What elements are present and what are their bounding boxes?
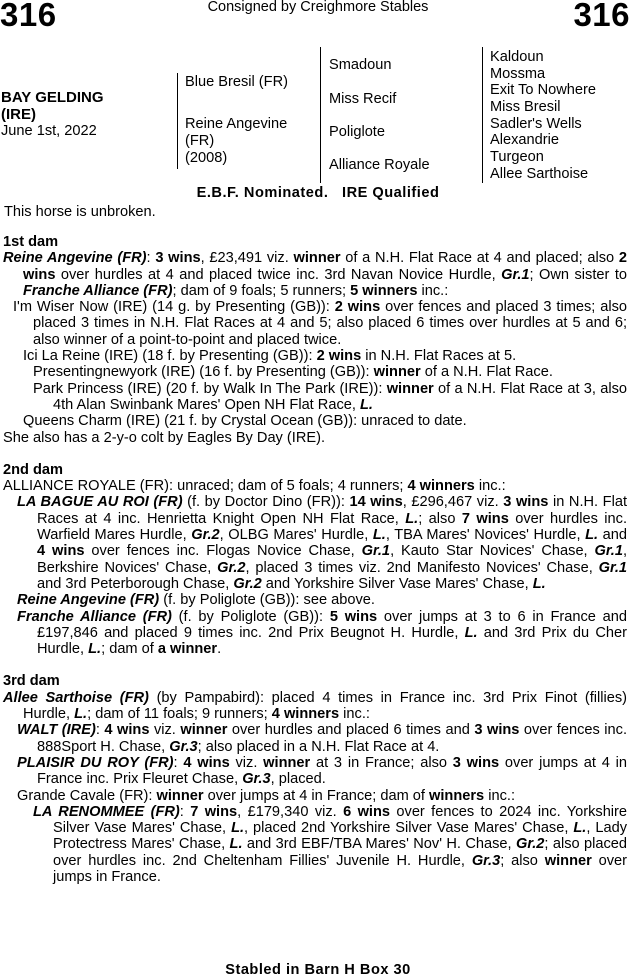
text-run: over jumps at 3 to 6 in France and £197,846 and placed 9 times inc. 2nd Prix Beugnot H. Hurdle,	[37, 608, 628, 641]
text-run: , Kauto Star Novices' Chase,	[390, 543, 595, 560]
progeny-note: She also has a 2-y-o colt by Eagles By Day (IRE).	[3, 429, 326, 446]
text-run: Presentingnewyork (IRE) (16 f. by Presenting (GB)):	[33, 364, 374, 381]
wins-count: 3 wins	[155, 250, 201, 267]
listed-tag: L.	[464, 624, 478, 641]
pedigree-gen4-6: Alexandrie	[490, 132, 559, 148]
lot-number-right: 316	[573, 0, 630, 33]
wins-count: 2 wins	[23, 250, 628, 283]
pedigree-gen4-2: Mossma	[490, 65, 546, 82]
winner-tag: winner	[373, 364, 421, 381]
winners-count: 4 winners	[407, 478, 475, 495]
progeny-entry	[3, 592, 627, 608]
horse-description: BAY GELDING	[1, 89, 104, 106]
text-run: ; dam of 11 foals; 9 runners;	[87, 706, 272, 723]
text-run: , £296,467 viz.	[402, 494, 504, 511]
text-run: ; dam of 9 foals; 5 runners;	[172, 282, 351, 299]
pedigree-gen4-8: Allee Sarthoise	[490, 165, 589, 182]
stabling-info: Stabled in Barn H Box 30	[225, 962, 411, 978]
progeny-entry	[3, 788, 627, 804]
text-run: over hurdles inc. Warfield Mares Hurdle,	[37, 510, 628, 544]
listed-tag: L.	[74, 706, 88, 723]
text-run: and 3rd Peterborough Chase,	[37, 575, 234, 592]
status-line: E.B.F. Nominated. IRE Qualified	[196, 185, 440, 201]
winner-tag: a winner	[157, 641, 218, 658]
horse-name: WALT (IRE)	[17, 722, 96, 739]
text-run: , Berkshire Novices' Chase,	[37, 543, 628, 576]
progeny-entry	[3, 494, 627, 592]
pedigree-dam-year: (2008)	[185, 150, 228, 166]
consignor: Consigned by Creighmore Stables	[207, 0, 429, 15]
listed-tag: L.	[585, 527, 599, 544]
wins-count: 4 wins	[37, 543, 85, 560]
text-run: (f. by Poliglote (GB)): see above.	[159, 592, 375, 609]
pedigree-sire-sire: Smadoun	[329, 57, 392, 73]
text-run: and Yorkshire Silver Vase Mares' Chase,	[261, 575, 533, 592]
text-run: (by Pampabird): placed 4 times in France inc. 3rd Prix Finot (fillies) Hurdle,	[23, 689, 627, 723]
listed-tag: L.	[532, 575, 546, 592]
winners-tag: winners	[429, 787, 485, 804]
text-run: , placed 3 times viz. 2nd Manifesto Novices' Chase,	[245, 559, 599, 576]
text-run: over hurdles and placed 6 times and	[227, 722, 475, 739]
progeny-entry	[3, 348, 627, 364]
listed-tag: L.	[229, 836, 243, 853]
grade-tag: Gr.1	[361, 543, 391, 560]
grade-tag: Gr.1	[594, 543, 623, 560]
third-dam-entry	[3, 690, 627, 723]
text-run: over fences inc. 888Sport H. Chase,	[37, 722, 628, 755]
winner-tag: winner	[263, 754, 311, 771]
listed-tag: L.	[359, 396, 373, 413]
wins-count: 4 wins	[104, 722, 150, 739]
text-run: inc.:	[339, 706, 370, 723]
text-run: over jumps in France.	[53, 852, 628, 885]
wins-count: 7 wins	[461, 510, 509, 527]
text-run: over jumps at 4 in France inc. Prix Fleuret Chase,	[37, 754, 627, 788]
text-run: over fences and placed 3 times; also placed 3 times in N.H. Flat Races at 4 and 5; also placed 6 times over hurdles at 5 and 6; also winner of a point-to-point and placed twice.	[33, 299, 628, 348]
pedigree-gen4-4: Miss Bresil	[490, 99, 561, 115]
text-run: :	[146, 250, 156, 267]
progeny-entry	[3, 755, 627, 788]
text-run: over hurdles at 4 and placed twice inc. 3rd Navan Novice Hurdle,	[55, 266, 502, 283]
text-run: , placed 2nd Yorkshire Silver Vase Mares' Chase,	[244, 820, 574, 837]
text-run: (f. by Doctor Dino (FR)):	[182, 494, 350, 511]
progeny-entry	[3, 299, 627, 348]
pedigree-gen4-1: Kaldoun	[490, 49, 544, 65]
progeny-entry	[3, 381, 627, 414]
text-run: , OLBG Mares' Hurdle,	[219, 527, 373, 544]
text-run: .	[217, 641, 222, 658]
spacer	[3, 657, 627, 673]
listed-tag: L.	[231, 820, 245, 837]
second-dam-entry	[3, 478, 627, 494]
winner-tag: winner	[386, 380, 434, 397]
spacer	[3, 446, 627, 462]
text-run: Ici La Reine (IRE) (18 f. by Presenting (GB)):	[23, 348, 317, 365]
pedigree-sire: Blue Bresil (FR)	[185, 74, 288, 90]
wins-count: 5 wins	[329, 608, 378, 625]
text-run: of a N.H. Flat Race at 4 and placed; also	[340, 250, 619, 267]
winner-tag: winner	[544, 852, 592, 869]
pedigree-line-2	[320, 47, 321, 183]
grand-progeny-entry	[3, 804, 627, 885]
progeny-entry: Queens Charm (IRE) (21 f. by Crystal Ocean (GB)): unraced to date.	[23, 413, 467, 430]
text-run: over jumps at 4 in France; dam of	[203, 787, 430, 804]
text-run: Grande Cavale (FR):	[17, 787, 157, 804]
grade-tag: Gr.2	[515, 836, 545, 853]
horse-name: Franche Alliance (FR)	[17, 608, 172, 625]
text-run: viz.	[149, 722, 181, 739]
text-run: I'm Wiser Now (IRE) (14 g. by Presenting (GB)):	[13, 299, 335, 316]
text-run: , TBA Mares' Novices' Hurdle,	[385, 527, 586, 544]
progeny-entry	[3, 609, 627, 658]
text-run: and 3rd Prix du Cher Hurdle,	[37, 624, 627, 658]
pedigree-dam-name: Reine Angevine	[185, 116, 288, 132]
wins-count: 14 wins	[349, 494, 403, 511]
first-dam-entry	[3, 250, 627, 299]
text-run: at 3 in France; also	[310, 754, 453, 771]
pedigree-dam-dam: Alliance Royale	[329, 157, 430, 173]
pedigree-gen4-5: Sadler's Wells	[490, 115, 582, 132]
pedigree-dam-country: (FR)	[185, 133, 215, 149]
progeny-entry	[3, 364, 627, 380]
wins-count: 3 wins	[452, 754, 500, 771]
text-run: viz.	[229, 754, 264, 771]
pedigree-line-1	[177, 73, 178, 169]
catalogue-body	[3, 234, 627, 885]
grade-tag: Gr.3	[471, 852, 501, 869]
second-dam-heading: 2nd dam	[3, 461, 64, 478]
text-run: , £179,340 viz.	[237, 803, 344, 820]
horse-country: (IRE)	[1, 106, 36, 123]
grade-tag: Gr.2	[191, 527, 220, 544]
horse-name: LA RENOMMEE (FR)	[33, 803, 180, 820]
text-run: inc.:	[417, 282, 449, 299]
wins-count: 2 wins	[316, 348, 362, 365]
horse-name: PLAISIR DU ROY (FR)	[17, 754, 174, 771]
text-run: ; also placed in a N.H. Flat Race at 4.	[197, 738, 440, 755]
listed-tag: L.	[88, 641, 102, 658]
text-run: :	[173, 754, 184, 771]
pedigree-dam-sire: Poliglote	[329, 124, 385, 140]
text-run: in N.H. Flat Races at 4 inc. Henrietta Knight Open NH Flat Race,	[37, 494, 627, 527]
text-run: in N.H. Flat Races at 5.	[361, 348, 517, 365]
horse-name: LA BAGUE AU ROI (FR)	[17, 494, 183, 511]
text-run: of a N.H. Flat Race at 3, also 4th Alan Swinbank Mares' Open NH Flat Race,	[53, 380, 628, 413]
unbroken-note: This horse is unbroken.	[4, 204, 156, 220]
third-dam-heading: 3rd dam	[3, 673, 60, 690]
pedigree-gen4-7: Turgeon	[490, 149, 544, 165]
text-run: :	[179, 803, 191, 820]
text-run: ALLIANCE ROYALE (FR): unraced; dam of 5 foals; 4 runners;	[3, 478, 408, 495]
listed-tag: L.	[573, 820, 587, 837]
grade-tag: Gr.1	[598, 559, 627, 576]
text-run: , placed.	[270, 771, 326, 788]
pedigree-sire-dam: Miss Recif	[329, 91, 397, 107]
grade-tag: Gr.2	[217, 559, 246, 576]
text-run: over fences to 2024 inc. Yorkshire Silver Vase Mares' Chase,	[53, 803, 628, 837]
wins-count: 7 wins	[190, 803, 238, 820]
wins-count: 3 wins	[503, 494, 549, 511]
text-run: ; also placed over hurdles inc. 2nd Cheltenham Fillies' Juvenile H. Hurdle,	[53, 836, 627, 869]
pedigree-line-3	[482, 47, 483, 183]
winner-tag: winner	[180, 722, 228, 739]
first-dam-heading: 1st dam	[3, 234, 59, 250]
text-run: and	[598, 527, 627, 544]
dam-name: Allee Sarthoise (FR)	[3, 689, 149, 706]
text-run: inc.:	[484, 787, 516, 804]
text-run: (f. by Poliglote (GB)):	[171, 608, 330, 625]
text-run: inc.:	[474, 478, 506, 495]
wins-count: 6 wins	[343, 803, 391, 820]
dam-name: Reine Angevine (FR)	[3, 250, 147, 267]
winner-tag: winner	[293, 250, 341, 267]
wins-count: 4 wins	[183, 754, 230, 771]
text-run: , Lady Protectress Mares' Chase,	[53, 820, 627, 853]
text-run: Park Princess (IRE) (20 f. by Walk In The Park (IRE)):	[33, 380, 387, 397]
text-run: of a N.H. Flat Race.	[420, 364, 553, 381]
listed-tag: L.	[372, 527, 386, 544]
wins-count: 2 wins	[334, 299, 381, 316]
grade-tag: Gr.1	[501, 266, 530, 283]
wins-count: 3 wins	[474, 722, 520, 739]
pedigree-gen4-3: Exit To Nowhere	[490, 82, 596, 98]
horse-name: Reine Angevine (FR)	[17, 592, 160, 609]
winners-count: 5 winners	[350, 282, 418, 299]
text-run: ; dam of	[101, 641, 158, 658]
grade-tag: Gr.3	[242, 771, 271, 788]
text-run: :	[95, 722, 105, 739]
winner-tag: winner	[156, 787, 204, 804]
text-run: ; Own sister to	[529, 266, 627, 283]
text-run: ; also	[500, 852, 545, 869]
text-run: , £23,491 viz.	[200, 250, 294, 267]
progeny-entry	[3, 722, 627, 755]
listed-tag: L.	[405, 510, 419, 527]
text-run: over fences inc. Flogas Novice Chase,	[84, 543, 362, 560]
lot-number-left: 316	[0, 0, 57, 33]
text-run: and 3rd EBF/TBA Mares' Nov' H. Chase,	[242, 836, 516, 853]
foaling-date: June 1st, 2022	[1, 123, 97, 139]
text-run: ; also	[418, 510, 462, 527]
winners-count: 4 winners	[271, 706, 340, 723]
grade-tag: Gr.3	[169, 738, 198, 755]
grade-tag: Gr.2	[233, 575, 262, 592]
sister-name: Franche Alliance (FR)	[23, 282, 173, 299]
